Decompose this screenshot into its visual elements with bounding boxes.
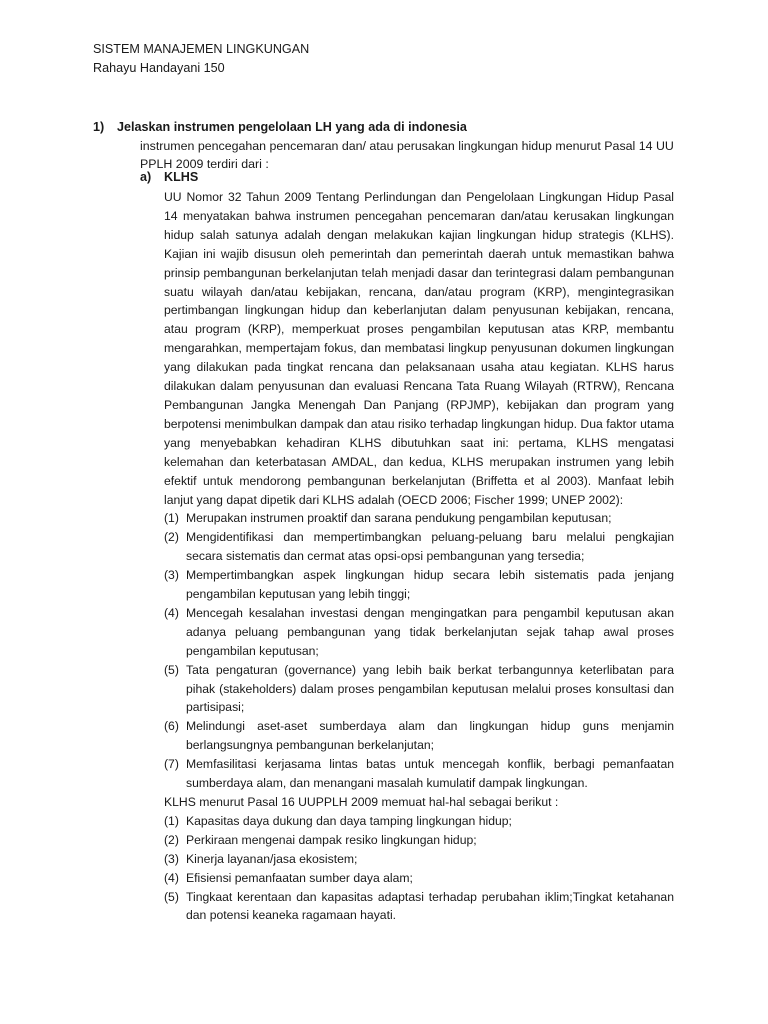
list-marker: (3) bbox=[164, 568, 179, 583]
list-marker: (2) bbox=[164, 530, 179, 545]
list-item bbox=[164, 888, 674, 926]
list-marker: (3) bbox=[164, 851, 179, 866]
list-item bbox=[164, 869, 674, 888]
list-item bbox=[164, 850, 674, 869]
list-item-text: Tata pengaturan (governance) yang lebih baik berkat terbangunnya keterlibatan para pihak (stakeholders) dalam proses pengambilan keputusan melalui proses konsultasi dan partisipasi; bbox=[186, 662, 674, 715]
list-item-text: Melindungi aset-aset sumberdaya alam dan lingkungan hidup guns menjamin berlangsungnya pembangunan berkelanjutan; bbox=[186, 719, 674, 753]
list-item-text: Kinerja layanan/jasa ekosistem; bbox=[186, 851, 358, 866]
list-item bbox=[164, 755, 674, 793]
question-heading bbox=[93, 118, 673, 137]
author-line: Rahayu Handayani 150 bbox=[93, 61, 225, 75]
list-item-text: Tingkaat kerentaan dan kapasitas adaptasi terhadap perubahan iklim;Tingkat ketahanan dan potensi keaneka ragamaan hayati. bbox=[186, 889, 674, 923]
pasal16-intro: KLHS menurut Pasal 16 UUPPLH 2009 memuat hal-hal sebagai berikut : bbox=[164, 795, 559, 809]
benefits-list bbox=[164, 509, 674, 793]
list-item-text: Perkiraan mengenai dampak resiko lingkungan hidup; bbox=[186, 832, 477, 847]
pasal16-list bbox=[164, 812, 674, 925]
list-item bbox=[164, 604, 674, 661]
list-item-text: Memfasilitasi kerjasama lintas batas untuk mencegah konflik, berbagi pemanfaatan sumberdaya alam, dan menangani masalah kumulatif dampak lingkungan. bbox=[186, 757, 674, 791]
question-number: 1) bbox=[93, 120, 105, 134]
section-a-label: a) bbox=[140, 170, 152, 184]
list-marker: (4) bbox=[164, 605, 179, 620]
list-marker: (2) bbox=[164, 832, 179, 847]
list-marker: (1) bbox=[164, 813, 179, 828]
list-item bbox=[164, 566, 674, 604]
list-item bbox=[164, 509, 674, 528]
section-a-title: KLHS bbox=[164, 170, 199, 184]
list-item bbox=[164, 717, 674, 755]
list-item-text: Efisiensi pemanfaatan sumber daya alam; bbox=[186, 870, 413, 885]
list-marker: (5) bbox=[164, 889, 179, 904]
document-title: SISTEM MANAJEMEN LINGKUNGAN bbox=[93, 42, 310, 56]
list-marker: (7) bbox=[164, 757, 179, 772]
list-item-text: Mempertimbangkan aspek lingkungan hidup secara lebih sistematis pada jenjang pengambilan keputusan yang lebih tinggi; bbox=[186, 568, 674, 602]
list-item bbox=[164, 661, 674, 718]
list-item-text: Kapasitas daya dukung dan daya tamping lingkungan hidup; bbox=[186, 813, 512, 828]
list-marker: (5) bbox=[164, 662, 179, 677]
document-header bbox=[93, 40, 309, 78]
list-item bbox=[164, 831, 674, 850]
list-marker: (6) bbox=[164, 719, 179, 734]
question-intro: instrumen pencegahan pencemaran dan/ atau perusakan lingkungan hidup menurut Pasal 14 UU PPLH 2009 terdiri dari : bbox=[140, 139, 674, 171]
list-marker: (1) bbox=[164, 511, 179, 526]
klhs-paragraph: UU Nomor 32 Tahun 2009 Tentang Perlindungan dan Pengelolaan Lingkungan Hidup Pasal 14 menyatakan bahwa instrumen pencegahan pencemaran dan/atau kerusakan lingkungan hidup salah satunya adalah dengan melakukan kajian lingkungan hidup strategis (KLHS). Kajian ini wajib disusun oleh pemerintah dan pemerintah daerah untuk memastikan bahwa prinsip pembangunan berkelanjutan telah menjadi dasar dan terintegrasi dalam pembangunan suatu wilayah dan/atau kebijakan, rencana, dan/atau program (KRP), mengintegrasikan pertimbangan lingkungan hidup dan keberlanjutan dalam penyusunan kebijakan, rencana, atau program (KRP), memperkuat proses pengambilan keputusan atas KRP, membantu mengarahkan, mempertajam fokus, dan membatasi lingkup penyusunan dokumen lingkungan yang dilakukan pada tingkat rencana dan pelaksanaan usaha atau kegiatan. KLHS harus dilakukan dalam penyusunan dan evaluasi Rencana Tata Ruang Wilayah (RTRW), Rencana Pembangunan Jangka Menengah Dan Panjang (RPJMP), kebijakan dan program yang berpotensi menimbulkan dampak dan atau risiko terhadap lingkungan hidup. Dua faktor utama yang menyebabkan kehadiran KLHS dibutuhkan saat ini: pertama, KLHS mengatasi kelemahan dan keterbatasan AMDAL, dan kedua, KLHS merupakan instrumen yang lebih efektif untuk mendorong pembangunan berkelanjutan (Briffetta et al 2003). Manfaat lebih lanjut yang dapat dipetik dari KLHS adalah (OECD 2006; Fischer 1999; UNEP 2002): bbox=[164, 190, 674, 507]
section-a-heading bbox=[140, 168, 198, 187]
list-marker: (4) bbox=[164, 870, 179, 885]
list-item-text: Merupakan instrumen proaktif dan sarana pendukung pengambilan keputusan; bbox=[186, 511, 612, 526]
question-text: Jelaskan instrumen pengelolaan LH yang ada di indonesia bbox=[117, 120, 467, 134]
list-item bbox=[164, 812, 674, 831]
list-item bbox=[164, 528, 674, 566]
list-item-text: Mengidentifikasi dan mempertimbangkan peluang-peluang baru melalui pengkajian secara sistematis dan cermat atas opsi-opsi pembangunan yang tersedia; bbox=[186, 530, 674, 564]
section-a-body bbox=[164, 188, 674, 925]
list-item-text: Mencegah kesalahan investasi dengan mengingatkan para pengambil keputusan akan adanya peluang pembangunan yang tidak berkelanjutan sejak tahap awal proses pengambilan keputusan; bbox=[186, 605, 674, 658]
